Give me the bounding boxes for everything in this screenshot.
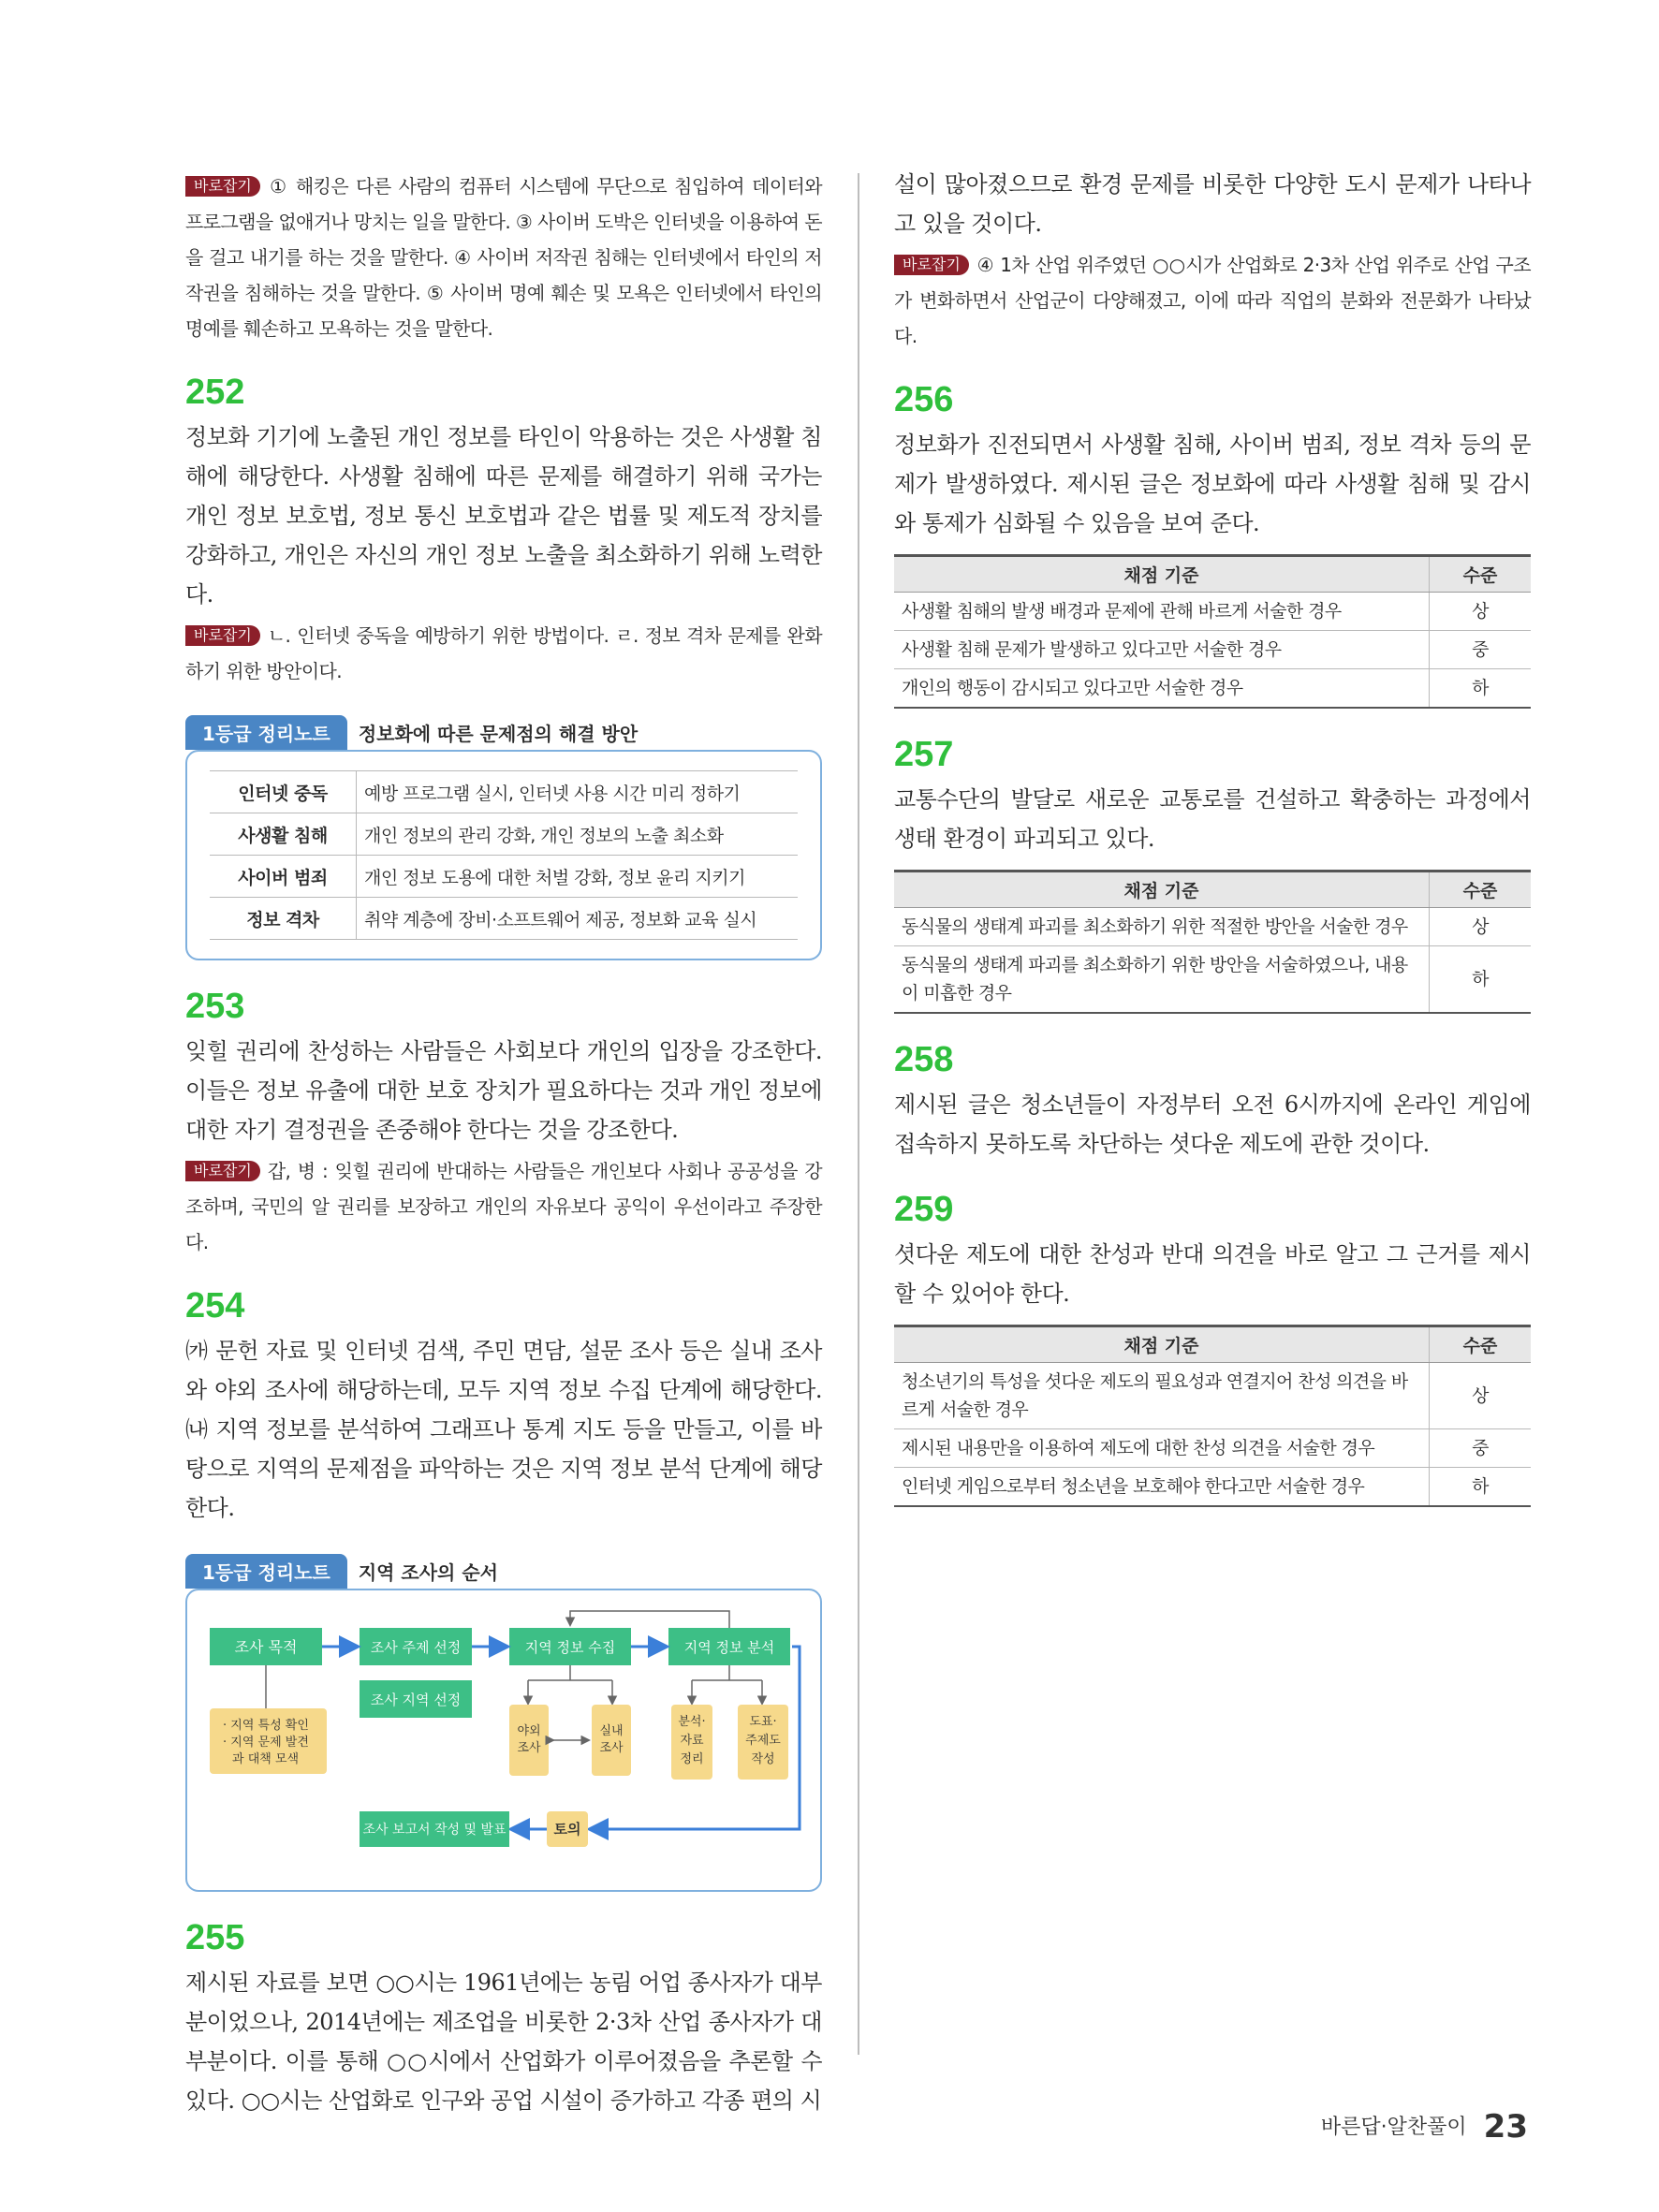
question-number-256: 256 xyxy=(894,380,954,419)
answer-253: 잊힐 권리에 찬성하는 사람들은 사회보다 개인의 입장을 강조한다. 이들은 정보 유출에 대한 보호 장치가 필요하다는 것과 개인 정보에 대한 자기 결정권을 존중해야 한다는 것을 강조한다. xyxy=(185,1038,822,1143)
footer-label: 바른답·알찬풀이 xyxy=(1320,2116,1467,2139)
flow-label: 도표· xyxy=(749,1715,777,1729)
question-number-259: 259 xyxy=(894,1190,954,1229)
flow-arrow xyxy=(570,1611,729,1628)
flow-label: 조사 목적 xyxy=(234,1638,298,1656)
flow-label: · 지역 문제 발견 xyxy=(223,1736,309,1750)
survey-flow-diagram xyxy=(200,1600,807,1881)
page-number: 23 xyxy=(1483,2108,1528,2146)
note-badge: 1등급 정리노트 xyxy=(185,1554,347,1589)
flow-label: 조사 지역 선정 xyxy=(370,1692,462,1708)
table-row: 동식물의 생태계 파괴를 최소화하기 위한 적절한 방안을 서술한 경우 상 xyxy=(894,908,1531,946)
table-header: 채점 기준 수준 xyxy=(894,556,1531,593)
table-header: 채점 기준 수준 xyxy=(894,1326,1531,1363)
question-number-257: 257 xyxy=(894,735,954,774)
answer-257: 교통수단의 발달로 새로운 교통로를 건설하고 확충하는 과정에서 생태 환경이 파괴되고 있다. xyxy=(894,786,1531,852)
flow-label: 야외 xyxy=(517,1724,541,1738)
flow-label: 작성 xyxy=(751,1752,775,1766)
correction-tag: 바로잡기 xyxy=(894,255,969,275)
flow-label: 조사 xyxy=(517,1741,541,1755)
note-title: 지역 조사의 순서 xyxy=(358,1561,498,1584)
correction-253: 바로잡기 갑, 병 : 잊힐 권리에 반대하는 사람들은 개인보다 사회나 공공성을 강조하며, 국민의 알 권리를 보장하고 개인의 자유보다 공익이 우선이라고 주장한다. xyxy=(185,1160,822,1253)
note-header-252 xyxy=(185,715,822,750)
table-row: 사이버 범죄 개인 정보 도용에 대한 처벌 강화, 정보 윤리 지키기 xyxy=(210,856,798,898)
flow-label: 분석· xyxy=(678,1715,706,1729)
flow-label: · 지역 특성 확인 xyxy=(223,1719,309,1733)
answer-255: 제시된 자료를 보면 ○○시는 1961년에는 농림 어업 종사자가 대부분이었으나, 2014년에는 제조업을 비롯한 2·3차 산업 종사자가 대부분이다. 이를 통해 ○○시에서 산업화가 이루어졌음을 추론할 수 있다. ○○시는 산업화로 인구와 공업 시설이 증가하고 각종 편의 시 xyxy=(185,1970,822,2114)
note-header-254 xyxy=(185,1554,822,1589)
answer-252: 정보화 기기에 노출된 개인 정보를 타인이 악용하는 것은 사생활 침해에 해당한다. 사생활 침해에 따른 문제를 해결하기 위해 국가는 개인 정보 보호법, 정보 통신 보호법과 같은 법률 및 제도적 장치를 강화하고, 개인은 자신의 개인 정보 노출을 최소화하기 위해 노력한다. xyxy=(185,424,822,608)
flow-box-field xyxy=(509,1705,549,1776)
answer-255-continued: 설이 많아졌으므로 환경 문제를 비롯한 다양한 도시 문제가 나타나고 있을 것이다. xyxy=(894,171,1531,237)
correction-tag: 바로잡기 xyxy=(185,1161,260,1181)
flow-label: 자료 xyxy=(680,1734,704,1748)
flow-label: 주제도 xyxy=(745,1734,781,1748)
table-row: 사생활 침해의 발생 배경과 문제에 관해 바르게 서술한 경우 상 xyxy=(894,593,1531,631)
table-row: 제시된 내용만을 이용하여 제도에 대한 찬성 의견을 서술한 경우 중 xyxy=(894,1429,1531,1468)
question-number-253: 253 xyxy=(185,987,245,1026)
note-box-254 xyxy=(185,1589,822,1892)
question-number-254: 254 xyxy=(185,1286,245,1326)
page-footer xyxy=(1321,2108,1528,2146)
scoring-table-259 xyxy=(894,1325,1531,1507)
flow-label: 조사 주제 선정 xyxy=(370,1639,462,1656)
question-number-252: 252 xyxy=(185,373,245,412)
right-column xyxy=(894,168,1531,1507)
note-badge: 1등급 정리노트 xyxy=(185,715,347,750)
flow-label: 조사 보고서 작성 및 발표 xyxy=(362,1823,507,1838)
flow-label: 정리 xyxy=(680,1752,704,1766)
solution-table xyxy=(210,770,798,940)
table-row: 동식물의 생태계 파괴를 최소화하기 위한 방안을 서술하였으나, 내용이 미흡한 경우 하 xyxy=(894,946,1531,1014)
column-divider xyxy=(858,173,859,2055)
table-row: 사생활 침해 개인 정보의 관리 강화, 개인 정보의 노출 최소화 xyxy=(210,813,798,856)
table-row: 인터넷 게임으로부터 청소년을 보호해야 한다고만 서술한 경우 하 xyxy=(894,1468,1531,1507)
answer-259: 셧다운 제도에 대한 찬성과 반대 의견을 바로 알고 그 근거를 제시할 수 있어야 한다. xyxy=(894,1241,1531,1307)
flow-label: 과 대책 모색 xyxy=(232,1752,300,1766)
flow-box-indoor xyxy=(592,1705,631,1776)
left-column xyxy=(185,168,822,2120)
answer-254: ㈎ 문헌 자료 및 인터넷 검색, 주민 면담, 설문 조사 등은 실내 조사와 야외 조사에 해당하는데, 모두 지역 정보 수집 단계에 해당한다. ㈏ 지역 정보를 분석하여 그래프나 통계 지도 등을 만들고, 이를 바탕으로 지역의 문제점을 파악하는 것은 지역 정보 분석 단계에 해당한다. xyxy=(185,1338,822,1521)
flow-label: 실내 xyxy=(599,1724,624,1738)
answer-258: 제시된 글은 청소년들이 자정부터 오전 6시까지에 온라인 게임에 접속하지 못하도록 차단하는 셧다운 제도에 관한 것이다. xyxy=(894,1091,1531,1157)
flow-label: 토의 xyxy=(553,1821,581,1838)
table-header: 채점 기준 수준 xyxy=(894,872,1531,908)
note-title: 정보화에 따른 문제점의 해결 방안 xyxy=(358,723,639,745)
table-row: 사생활 침해 문제가 발생하고 있다고만 서술한 경우 중 xyxy=(894,631,1531,669)
question-number-258: 258 xyxy=(894,1040,954,1079)
correction-tag: 바로잡기 xyxy=(185,625,260,646)
flow-svg xyxy=(200,1600,809,1871)
question-number-255: 255 xyxy=(185,1918,245,1957)
flow-label: 조사 xyxy=(599,1741,624,1755)
intro-correction: 바로잡기 ① 해킹은 다른 사람의 컴퓨터 시스템에 무단으로 침입하여 데이터와 프로그램을 없애거나 망치는 일을 말한다. ③ 사이버 도박은 인터넷을 이용하여 돈을 걸고 내기를 하는 것을 말한다. ④ 사이버 저작권 침해는 인터넷에서 타인의 저작권을 침해하는 것을 말한다. ⑤ 사이버 명예 훼손 및 모욕은 인터넷에서 타인의 명예를 훼손하고 모욕하는 것을 말한다. xyxy=(185,175,822,340)
flow-label: 지역 정보 수집 xyxy=(524,1639,616,1656)
scoring-table-257 xyxy=(894,870,1531,1014)
table-row: 정보 격차 취약 계층에 장비·소프트웨어 제공, 정보화 교육 실시 xyxy=(210,898,798,940)
scoring-table-256 xyxy=(894,554,1531,709)
correction-255: 바로잡기 ④ 1차 산업 위주였던 ○○시가 산업화로 2·3차 산업 위주로 산업 구조가 변화하면서 산업군이 다양해졌고, 이에 따라 직업의 분화와 전문화가 나타났다. xyxy=(894,254,1531,347)
answer-256: 정보화가 진전되면서 사생활 침해, 사이버 범죄, 정보 격차 등의 문제가 발생하였다. 제시된 글은 정보화에 따라 사생활 침해 및 감시와 통제가 심화될 수 있음을 보여 준다. xyxy=(894,432,1531,536)
correction-tag: 바로잡기 xyxy=(185,176,260,197)
flow-label: 지역 정보 분석 xyxy=(683,1639,775,1656)
table-row: 청소년기의 특성을 셧다운 제도의 필요성과 연결지어 찬성 의견을 바르게 서술한 경우 상 xyxy=(894,1363,1531,1429)
correction-252: 바로잡기 ㄴ. 인터넷 중독을 예방하기 위한 방법이다. ㄹ. 정보 격차 문제를 완화하기 위한 방안이다. xyxy=(185,624,822,682)
note-box-252 xyxy=(185,750,822,960)
table-row: 개인의 행동이 감시되고 있다고만 서술한 경우 하 xyxy=(894,669,1531,709)
table-row: 인터넷 중독 예방 프로그램 실시, 인터넷 사용 시간 미리 정하기 xyxy=(210,771,798,813)
